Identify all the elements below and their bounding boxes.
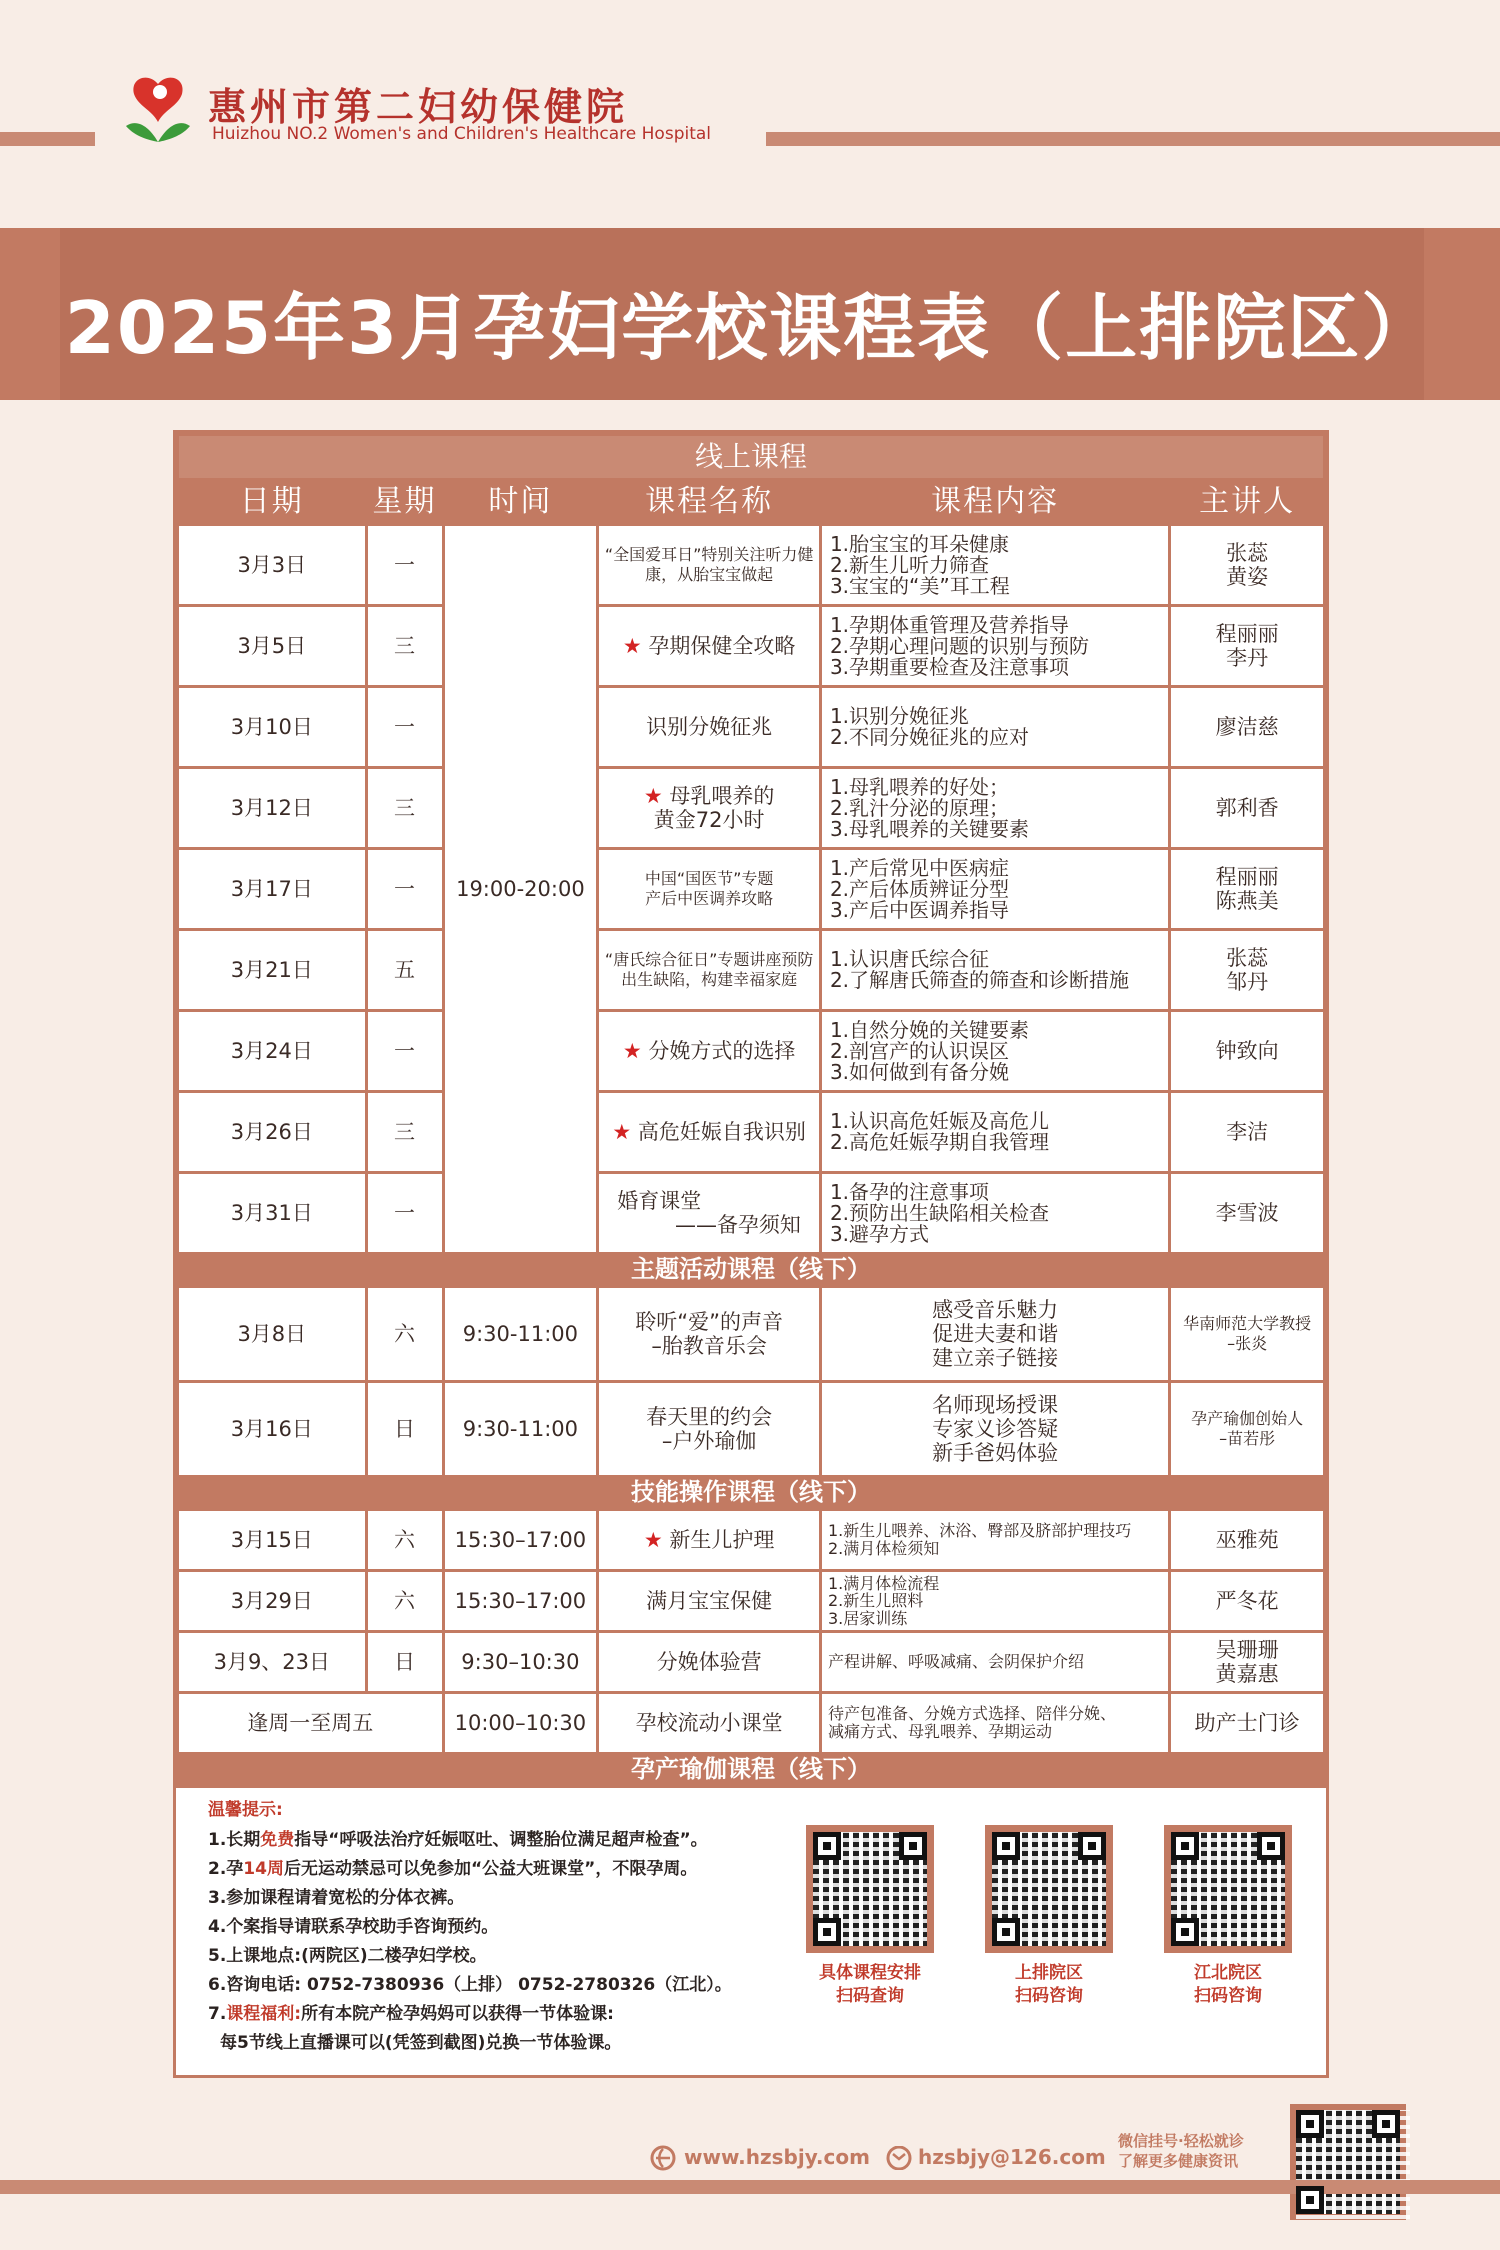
speaker-name: 程丽丽 — [1215, 864, 1279, 889]
tip-line: 3.参加课程请着宽松的分体衣裤。 — [208, 1888, 465, 1908]
row-speaker: 郭利香 — [1171, 769, 1323, 847]
content-line: 2.乳汁分泌的原理； — [829, 795, 1010, 820]
table-row — [179, 769, 1323, 847]
row-course-content — [822, 769, 1168, 847]
speaker-name: 华南师范大学教授 — [1183, 1314, 1312, 1333]
hospital-name-cn: 惠州市第二妇幼保健院 — [208, 85, 629, 129]
tip-text: 2.孕 — [208, 1859, 244, 1879]
row-weekday: 日 — [368, 1633, 442, 1691]
qr-label — [959, 1962, 1139, 2008]
row-course-name — [599, 769, 819, 847]
content-line: 新手爸妈体验 — [932, 1441, 1059, 1466]
content-line: 1.自然分娩的关键要素 — [829, 1017, 1030, 1042]
qr-label-line: 江北院区 — [1194, 1963, 1262, 1983]
row-date: 3月26日 — [179, 1093, 365, 1171]
row-date: 3月24日 — [179, 1012, 365, 1090]
qr-label-line: 扫码咨询 — [1015, 1985, 1083, 2006]
row-weekday: 日 — [368, 1383, 442, 1475]
table-row — [179, 526, 1323, 604]
tip-text: 指导“呼吸法治疗妊娠呕吐、调整胎位满足超声检查”。 — [294, 1830, 708, 1850]
course-name-text: 高危妊娠自我识别 — [637, 1119, 806, 1144]
footer-website[interactable]: www.hzsbjy.com — [684, 2145, 870, 2169]
content-line: 2.满月体检须知 — [827, 1539, 940, 1558]
row-date: 3月3日 — [179, 526, 365, 604]
section-theme: 主题活动课程（线下） — [179, 1255, 1323, 1285]
title-banner — [0, 228, 1500, 400]
content-line: 建立亲子链接 — [932, 1346, 1059, 1371]
content-line: 1.认识高危妊娠及高危儿 — [829, 1109, 1050, 1133]
row-speaker: 巫雅苑 — [1171, 1511, 1323, 1569]
page-title: 2025年3月孕妇学校课程表（上排院区） — [64, 286, 1436, 370]
row-course-name — [599, 850, 819, 928]
row-course-name: 分娩体验营 — [599, 1633, 819, 1691]
row-course-content — [822, 1012, 1168, 1090]
content-line: 1.产后常见中医病症 — [829, 855, 1010, 880]
online-time: 19:00-20:00 — [445, 526, 597, 1252]
row-course-name: “唐氏综合征日”专题讲座预防出生缺陷，构建幸福家庭 — [599, 931, 819, 1009]
speaker-name: 孕产瑜伽创始人 — [1191, 1409, 1304, 1428]
email-icon — [886, 2146, 912, 2170]
content-line: 1.识别分娩征兆 — [829, 704, 970, 728]
star-icon: ★ — [622, 1038, 642, 1063]
schedule-sheet — [173, 430, 1329, 2078]
row-speaker: 钟致向 — [1171, 1012, 1323, 1090]
row-date: 3月15日 — [179, 1511, 365, 1569]
tip-text: 所有本院产检孕妈妈可以获得一节体验课: — [301, 2004, 614, 2024]
row-speaker — [1171, 931, 1323, 1009]
table-row — [179, 1093, 1323, 1171]
row-course-name — [599, 1511, 819, 1569]
table-row — [179, 1511, 1323, 1569]
footer-qr-code[interactable] — [1290, 2104, 1406, 2220]
content-line: 名师现场授课 — [932, 1392, 1059, 1417]
row-course-name: 孕校流动小课堂 — [599, 1694, 819, 1752]
row-course-name — [599, 607, 819, 685]
qr-code-shangpai[interactable] — [985, 1825, 1113, 1953]
tip-line — [208, 1825, 708, 1850]
row-date: 逢周一至周五 — [179, 1694, 442, 1752]
tips-title: 温馨提示: — [208, 1800, 283, 1820]
tip-text: 后无运动禁忌可以免参加“公益大班课堂”，不限孕周。 — [283, 1859, 698, 1879]
content-line: 减痛方式、母乳喂养、孕期运动 — [827, 1722, 1052, 1741]
hospital-logo-icon — [118, 70, 198, 152]
tip-line — [208, 1854, 697, 1879]
row-time: 9:30-11:00 — [445, 1383, 597, 1475]
content-line: 1.备孕的注意事项 — [829, 1179, 990, 1204]
row-time: 10:00–10:30 — [445, 1694, 597, 1752]
row-weekday: 六 — [368, 1511, 442, 1569]
row-time: 15:30–17:00 — [445, 1511, 597, 1569]
row-course-name — [599, 1383, 819, 1475]
row-course-name: 满月宝宝保健 — [599, 1572, 819, 1630]
qr-label — [1138, 1962, 1318, 2008]
course-name-text: 母乳喂养的 — [669, 783, 775, 808]
course-name-text: 新生儿护理 — [669, 1527, 775, 1552]
tip-line: 6.咨询电话: 0752-7380936（上排） 0752-2780326（江北）。 — [208, 1975, 732, 1995]
row-date: 3月17日 — [179, 850, 365, 928]
hospital-name-en: Huizhou NO.2 Women's and Children's Healthcare Hospital — [212, 124, 712, 144]
speaker-name: 张蕊 — [1226, 945, 1269, 970]
tip-text: 7. — [208, 2004, 227, 2024]
speaker-name: 黄嘉惠 — [1215, 1662, 1279, 1686]
row-time: 9:30–10:30 — [445, 1633, 597, 1691]
speaker-name: 吴珊珊 — [1215, 1637, 1279, 1662]
table-row — [179, 1174, 1323, 1252]
content-line: 1.胎宝宝的耳朵健康 — [829, 531, 1010, 556]
course-name-text: 分娩方式的选择 — [648, 1038, 796, 1063]
content-line: 2.新生儿听力筛查 — [829, 552, 990, 577]
section-online: 线上课程 — [179, 436, 1323, 478]
content-line: 2.预防出生缺陷相关检查 — [829, 1200, 1050, 1225]
star-icon: ★ — [622, 633, 642, 658]
tip-highlight: 课程福利: — [226, 2004, 302, 2024]
table-row — [179, 1288, 1323, 1380]
row-weekday: 一 — [368, 688, 442, 766]
row-speaker: 廖洁慈 — [1171, 688, 1323, 766]
footer-note-line: 微信挂号·轻松就诊 — [1118, 2132, 1244, 2150]
content-line: 3.避孕方式 — [829, 1221, 930, 1246]
row-speaker — [1171, 850, 1323, 928]
section-skill: 技能操作课程（线下） — [179, 1478, 1323, 1508]
row-course-name: “全国爱耳日”特别关注听力健康，从胎宝宝做起 — [599, 526, 819, 604]
course-name-text: 产后中医调养攻略 — [645, 889, 774, 908]
row-weekday: 一 — [368, 1012, 442, 1090]
col-weekday: 星期 — [368, 481, 442, 523]
row-course-content — [822, 526, 1168, 604]
row-weekday: 一 — [368, 850, 442, 928]
content-line: 待产包准备、分娩方式选择、陪伴分娩、 — [827, 1704, 1116, 1724]
col-course-name: 课程名称 — [599, 481, 819, 523]
course-name-text: 春天里的约会 — [646, 1404, 773, 1429]
col-speaker: 主讲人 — [1171, 481, 1323, 523]
row-weekday: 五 — [368, 931, 442, 1009]
table-row — [179, 1572, 1323, 1630]
speaker-name: 邹丹 — [1226, 970, 1269, 994]
course-name-text: 婚育课堂 — [617, 1188, 702, 1213]
table-row — [179, 1694, 1323, 1752]
speaker-name: –张炎 — [1227, 1334, 1268, 1353]
tip-highlight: 14周 — [243, 1859, 284, 1879]
qr-label — [780, 1962, 960, 2008]
speaker-name: 程丽丽 — [1215, 621, 1279, 646]
table-row — [179, 931, 1323, 1009]
footer-rule — [0, 2180, 1500, 2194]
tip-line — [208, 1999, 614, 2024]
course-name-text: –户外瑜伽 — [661, 1429, 757, 1453]
content-line: 1.满月体检流程 — [827, 1573, 940, 1593]
content-line: 1.母乳喂养的好处； — [829, 774, 1010, 799]
table-row — [179, 850, 1323, 928]
row-speaker — [1171, 607, 1323, 685]
course-name-text: ——备孕须知 — [674, 1213, 801, 1237]
course-name-text: 聆听“爱”的声音 — [635, 1309, 783, 1334]
speaker-name: –苗若彤 — [1219, 1429, 1276, 1448]
content-line: 3.居家训练 — [827, 1608, 908, 1628]
qr-label-line: 扫码咨询 — [1194, 1985, 1262, 2006]
table-header-row — [179, 481, 1323, 523]
row-course-content — [822, 1383, 1168, 1475]
content-line: 促进夫妻和谐 — [932, 1321, 1059, 1346]
row-weekday: 一 — [368, 526, 442, 604]
row-weekday: 三 — [368, 607, 442, 685]
row-date: 3月31日 — [179, 1174, 365, 1252]
course-name-text: 黄金72小时 — [653, 808, 765, 832]
table-row — [179, 1633, 1323, 1691]
row-date: 3月5日 — [179, 607, 365, 685]
row-course-content — [822, 931, 1168, 1009]
website-icon — [650, 2145, 676, 2171]
speaker-name: 张蕊 — [1226, 540, 1269, 565]
qr-label-line: 具体课程安排 — [819, 1963, 921, 1983]
speaker-name: 李丹 — [1226, 646, 1269, 670]
content-line: 感受音乐魅力 — [932, 1297, 1059, 1322]
qr-label-line: 扫码查询 — [836, 1985, 904, 2006]
content-line: 3.产后中医调养指导 — [829, 897, 1010, 922]
content-line: 2.新生儿照料 — [827, 1591, 924, 1611]
table-row — [179, 1012, 1323, 1090]
tips-panel — [192, 1795, 1316, 2065]
row-course-content — [822, 1288, 1168, 1380]
row-course-content — [822, 850, 1168, 928]
content-line: 3.母乳喂养的关键要素 — [829, 816, 1030, 841]
row-course-content — [822, 1174, 1168, 1252]
footer-note-line: 了解更多健康资讯 — [1118, 2151, 1239, 2170]
row-time: 15:30–17:00 — [445, 1572, 597, 1630]
row-weekday: 三 — [368, 769, 442, 847]
row-speaker: 助产士门诊 — [1171, 1694, 1323, 1752]
row-speaker: 严冬花 — [1171, 1572, 1323, 1630]
row-date: 3月12日 — [179, 769, 365, 847]
speaker-name: 黄姿 — [1226, 565, 1269, 589]
row-course-content — [822, 1572, 1168, 1630]
table-row — [179, 688, 1323, 766]
course-name-text: 孕期保健全攻略 — [648, 633, 796, 658]
table-row — [179, 1383, 1323, 1475]
content-line: 2.孕期心理问题的识别与预防 — [829, 633, 1090, 658]
schedule-table — [176, 433, 1326, 1788]
content-line: 3.如何做到有备分娩 — [829, 1059, 1010, 1084]
row-weekday: 六 — [368, 1572, 442, 1630]
content-line: 2.高危妊娠孕期自我管理 — [829, 1130, 1050, 1154]
content-line: 1.认识唐氏综合征 — [829, 947, 990, 971]
content-line: 1.孕期体重管理及营养指导 — [829, 612, 1070, 637]
col-date: 日期 — [179, 481, 365, 523]
row-speaker — [1171, 526, 1323, 604]
row-course-name — [599, 1093, 819, 1171]
col-course-content: 课程内容 — [822, 481, 1168, 523]
row-speaker — [1171, 1383, 1323, 1475]
col-time: 时间 — [445, 481, 597, 523]
row-course-content — [822, 607, 1168, 685]
footer-note — [1118, 2132, 1244, 2171]
content-line: 1.新生儿喂养、沐浴、臀部及脐部护理技巧 — [827, 1521, 1132, 1541]
row-date: 3月10日 — [179, 688, 365, 766]
row-course-name — [599, 1174, 819, 1252]
row-course-content — [822, 1694, 1168, 1752]
row-course-content — [822, 1093, 1168, 1171]
content-line: 3.宝宝的“美”耳工程 — [829, 573, 1010, 598]
row-speaker: 李雪波 — [1171, 1174, 1323, 1252]
section-yoga: 孕产瑜伽课程（线下） — [179, 1755, 1323, 1785]
star-icon: ★ — [643, 783, 663, 808]
qr-label-line: 上排院区 — [1015, 1963, 1083, 1983]
tip-text: 1.长期 — [208, 1830, 261, 1850]
tip-line: 5.上课地点:(两院区)二楼孕妇学校。 — [208, 1946, 487, 1966]
row-speaker — [1171, 1633, 1323, 1691]
row-weekday: 三 — [368, 1093, 442, 1171]
tip-line: 每5节线上直播课可以(凭签到截图)兑换一节体验课。 — [220, 2033, 622, 2053]
footer-email[interactable]: hzsbjy@126.com — [918, 2145, 1106, 2169]
star-icon: ★ — [643, 1527, 663, 1552]
row-date: 3月29日 — [179, 1572, 365, 1630]
row-course-name — [599, 1012, 819, 1090]
row-date: 3月9、23日 — [179, 1633, 365, 1691]
row-date: 3月16日 — [179, 1383, 365, 1475]
row-speaker — [1171, 1288, 1323, 1380]
course-name-text: 中国“国医节”专题 — [644, 869, 774, 888]
course-name-text: –胎教音乐会 — [651, 1334, 767, 1358]
tip-line: 4.个案指导请联系孕校助手咨询预约。 — [208, 1917, 499, 1937]
qr-code-schedule[interactable] — [806, 1825, 934, 1953]
header-rule-right — [766, 132, 1500, 146]
row-course-name — [599, 1288, 819, 1380]
row-speaker: 李洁 — [1171, 1093, 1323, 1171]
row-date: 3月8日 — [179, 1288, 365, 1380]
row-course-content — [822, 1511, 1168, 1569]
tip-highlight: 免费 — [260, 1830, 295, 1850]
row-date: 3月21日 — [179, 931, 365, 1009]
row-time: 9:30-11:00 — [445, 1288, 597, 1380]
content-line: 2.产后体质辨证分型 — [829, 876, 1010, 901]
content-line: 专家义诊答疑 — [932, 1416, 1059, 1441]
content-line: 2.了解唐氏筛查的筛查和诊断措施 — [829, 968, 1130, 992]
content-line: 3.孕期重要检查及注意事项 — [829, 654, 1070, 679]
header-rule-left — [0, 132, 95, 146]
row-course-content — [822, 688, 1168, 766]
row-weekday: 一 — [368, 1174, 442, 1252]
speaker-name: 陈燕美 — [1215, 889, 1279, 913]
star-icon: ★ — [612, 1119, 632, 1144]
content-line: 2.剖宫产的认识误区 — [829, 1038, 1010, 1063]
content-line: 2.不同分娩征兆的应对 — [829, 725, 1030, 749]
row-weekday: 六 — [368, 1288, 442, 1380]
row-course-content: 产程讲解、呼吸减痛、会阴保护介绍 — [822, 1633, 1168, 1691]
row-course-name: 识别分娩征兆 — [599, 688, 819, 766]
table-row — [179, 607, 1323, 685]
qr-code-jiangbei[interactable] — [1164, 1825, 1292, 1953]
